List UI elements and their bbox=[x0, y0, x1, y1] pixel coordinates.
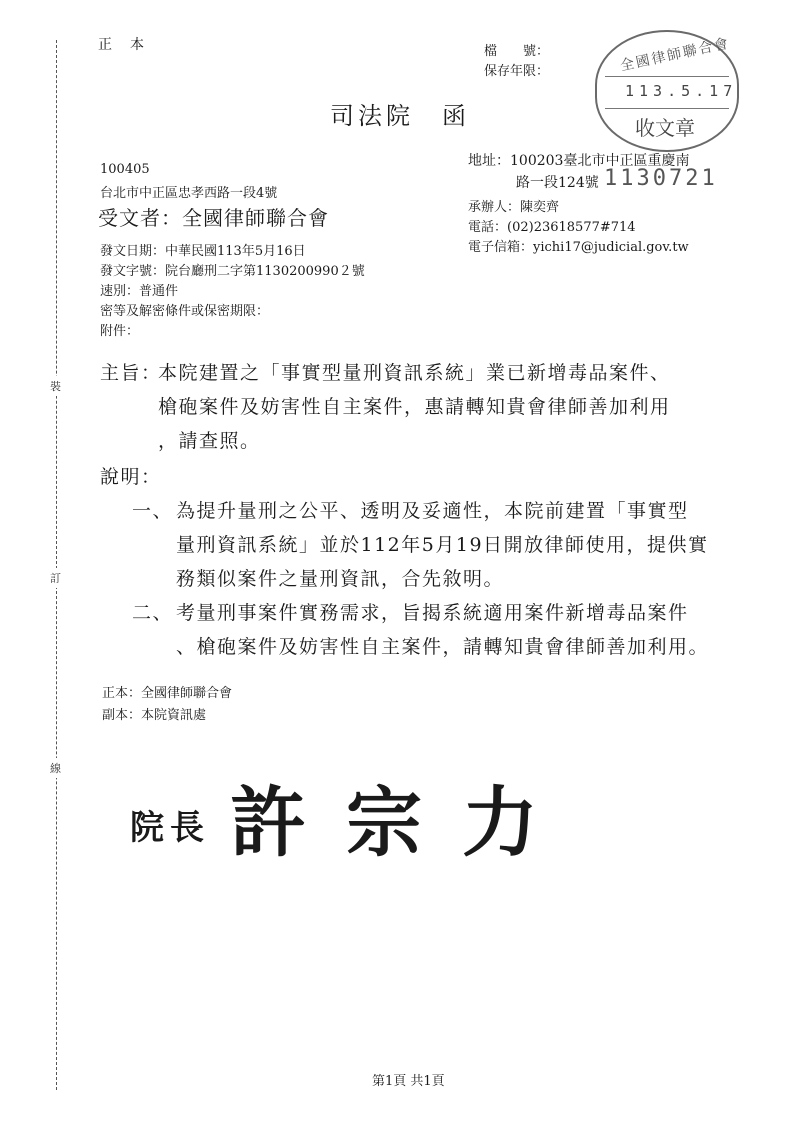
handler-name: 陳奕齊 bbox=[520, 200, 560, 215]
secrecy-label: 密等及解密條件或保密期限： bbox=[100, 304, 270, 319]
phone-line bbox=[468, 216, 636, 235]
subject-line2: 槍砲案件及妨害性自主案件，惠請轉知貴會律師善加利用 bbox=[158, 396, 671, 418]
subject-line3: ，請查照。 bbox=[158, 430, 261, 452]
sender-address-label: 地址： bbox=[468, 153, 510, 169]
recipient-line bbox=[98, 202, 329, 231]
seal-date: 113.5.17 bbox=[625, 82, 738, 100]
binding-mark-ding: 訂 bbox=[50, 568, 61, 588]
explanation-item2-line1: 考量刑事案件實務需求，旨揭系統適用案件新增毒品案件 bbox=[176, 602, 689, 624]
explanation-item2-number: 二、 bbox=[132, 602, 174, 624]
archive-number-label: 檔 號： bbox=[484, 44, 550, 59]
doc-number-line bbox=[100, 260, 365, 279]
explanation-item1-line3: 務類似案件之量刑資訊，合先敘明。 bbox=[176, 568, 505, 590]
receipt-seal bbox=[595, 30, 739, 152]
explanation-item2-line2: 、槍砲案件及妨害性自主案件，請轉知貴會律師善加利用。 bbox=[176, 636, 710, 658]
distribution-copy: 副本：本院資訊處 bbox=[102, 708, 207, 723]
seal-org: 全國律師聯合會 bbox=[618, 35, 732, 75]
attachment-label: 附件： bbox=[100, 324, 140, 339]
speed-value: 普通件 bbox=[139, 284, 179, 299]
explanation-item1-line1: 為提升量刑之公平、透明及妥適性，本院前建置「事實型 bbox=[176, 500, 689, 522]
email-label: 電子信箱： bbox=[468, 240, 534, 255]
page-number: 第1頁 共1頁 bbox=[372, 1074, 445, 1089]
handler-label: 承辦人： bbox=[468, 200, 521, 215]
phone-value: (02)23618577#714 bbox=[507, 220, 636, 235]
seal-divider-top bbox=[605, 76, 729, 77]
email-line bbox=[468, 236, 689, 255]
copy-type: 正 本 bbox=[98, 37, 146, 53]
binding-mark-xian: 線 bbox=[50, 758, 61, 778]
binding-line bbox=[56, 40, 57, 1090]
sender-address-value: 100203臺北市中正區重慶南 bbox=[510, 153, 690, 169]
document-title: 司法院 函 bbox=[330, 102, 470, 130]
issue-date-value: 中華民國113年5月16日 bbox=[165, 244, 306, 259]
doc-number-value: 院台廳刑二字第1130200990２號 bbox=[165, 264, 365, 279]
subject-line1: 本院建置之「事實型量刑資訊系統」業已新增毒品案件、 bbox=[158, 362, 671, 384]
signature-title: 院長 bbox=[130, 808, 210, 848]
issue-date-label: 發文日期： bbox=[100, 244, 166, 259]
distribution-original: 正本：全國律師聯合會 bbox=[102, 686, 233, 701]
recipient-label: 受文者： bbox=[98, 206, 182, 230]
receipt-number: 1130721 bbox=[604, 166, 718, 191]
explanation-item1-number: 一、 bbox=[132, 500, 174, 522]
explanation-label: 說明： bbox=[100, 466, 162, 488]
email-value: yichi17@judicial.gov.tw bbox=[533, 240, 689, 255]
handler-line bbox=[468, 196, 559, 215]
sender-address-line2: 路一段124號 bbox=[516, 175, 599, 191]
doc-number-label: 發文字號： bbox=[100, 264, 166, 279]
binding-mark-zhuang: 裝 bbox=[50, 376, 61, 396]
explanation-item1-line2: 量刑資訊系統」並於112年5月19日開放律師使用，提供實 bbox=[176, 534, 709, 556]
subject-label: 主旨： bbox=[100, 362, 162, 384]
recipient-address: 台北市中正區忠孝西路一段4號 bbox=[100, 186, 278, 201]
seal-received: 收文章 bbox=[635, 116, 695, 140]
retention-period-label: 保存年限： bbox=[484, 64, 550, 79]
speed-label: 速別： bbox=[100, 284, 140, 299]
issue-date-line bbox=[100, 240, 306, 259]
recipient-postal-code: 100405 bbox=[100, 162, 150, 177]
seal-divider-bottom bbox=[605, 108, 729, 109]
signature-name: 許宗力 bbox=[230, 778, 578, 867]
speed-line bbox=[100, 280, 178, 299]
phone-label: 電話： bbox=[468, 220, 508, 235]
recipient-name: 全國律師聯合會 bbox=[182, 206, 329, 230]
